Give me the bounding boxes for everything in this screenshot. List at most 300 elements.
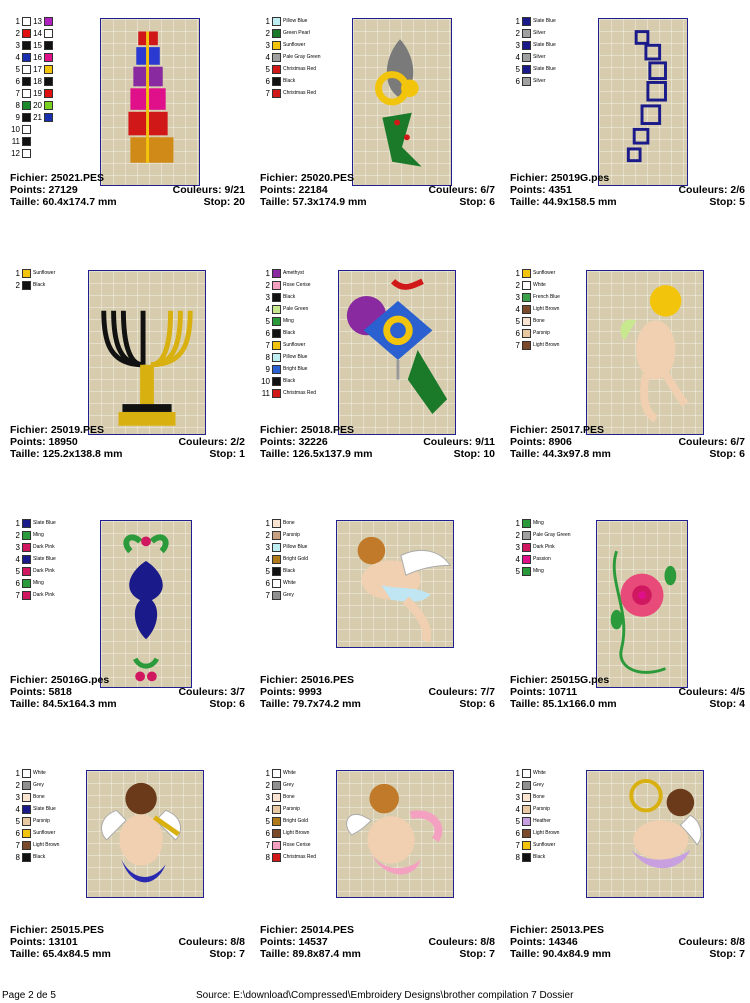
thread-color-name: Slate Blue <box>533 66 556 72</box>
stitch-points: Points: 5818 <box>10 686 72 698</box>
thread-color-swatch <box>22 531 31 540</box>
thread-number: 6 <box>15 829 20 838</box>
thread-number: 6 <box>15 579 20 588</box>
thread-color-swatch <box>22 793 31 802</box>
thread-color-name: Ming <box>533 568 544 574</box>
legend-row <box>260 40 306 52</box>
thread-color-swatch <box>22 53 31 62</box>
thread-number: 18 <box>33 77 42 86</box>
file-name: Fichier: 25021.PES <box>10 172 104 184</box>
colors-count: Couleurs: 6/7 <box>678 436 745 448</box>
colors-count: Couleurs: 8/8 <box>678 936 745 948</box>
thread-number: 1 <box>515 269 520 278</box>
thread-color-swatch <box>522 281 531 290</box>
legend-row <box>510 792 550 804</box>
legend-row <box>10 518 56 530</box>
embroidery-preview <box>86 770 204 898</box>
thread-color-swatch <box>522 293 531 302</box>
thread-number: 7 <box>265 341 270 350</box>
thread-number: 10 <box>261 377 270 386</box>
thread-color-name: Light Brown <box>533 830 560 836</box>
thread-color-name: Passion <box>533 556 551 562</box>
thread-number: 1 <box>15 519 20 528</box>
thread-number: 2 <box>265 781 270 790</box>
thread-color-swatch <box>22 281 31 290</box>
thread-number: 2 <box>15 281 20 290</box>
thread-number: 20 <box>33 101 42 110</box>
thread-number: 21 <box>33 113 42 122</box>
legend-row <box>260 768 300 780</box>
thread-color-name: Christmas Red <box>283 90 317 96</box>
thread-color-swatch <box>22 555 31 564</box>
stop-count: Stop: 7 <box>459 948 495 960</box>
thread-color-name: White <box>533 282 546 288</box>
file-name: Fichier: 25016G.pes <box>10 674 110 686</box>
thread-color-name: Bone <box>533 794 545 800</box>
thread-number: 6 <box>265 329 270 338</box>
thread-number: 6 <box>515 329 520 338</box>
stitch-points: Points: 8906 <box>510 436 572 448</box>
legend-row <box>510 16 556 28</box>
legend-row <box>260 590 300 602</box>
thread-number: 7 <box>15 89 20 98</box>
thread-color-swatch <box>272 53 281 62</box>
thread-color-name: Bone <box>33 794 45 800</box>
legend-row <box>260 364 308 376</box>
thread-number: 4 <box>515 555 520 564</box>
legend-row <box>10 792 50 804</box>
legend-row <box>10 816 50 828</box>
legend-row <box>10 566 55 578</box>
legend-row <box>10 780 50 792</box>
thread-color-swatch <box>272 377 281 386</box>
thread-color-name: Black <box>283 330 296 336</box>
legend-row <box>510 280 550 292</box>
legend-row <box>510 76 550 88</box>
thread-color-swatch <box>22 17 31 26</box>
design-info <box>510 924 745 960</box>
legend-row <box>260 542 308 554</box>
thread-number: 5 <box>265 65 270 74</box>
stitch-points: Points: 27129 <box>10 184 78 196</box>
thread-color-name: Black <box>283 568 296 574</box>
design-info <box>10 172 245 208</box>
thread-color-swatch <box>522 555 531 564</box>
thread-color-name: Bright Blue <box>283 366 308 372</box>
thread-color-swatch <box>44 17 53 26</box>
thread-color-name: Pale Gray Green <box>283 54 321 60</box>
thread-color-swatch <box>272 591 281 600</box>
thread-color-swatch <box>44 41 53 50</box>
thread-color-name: Bright Gold <box>283 818 309 824</box>
thread-color-swatch <box>272 341 281 350</box>
thread-color-name: Heather <box>533 818 551 824</box>
colors-count: Couleurs: 8/8 <box>428 936 495 948</box>
stitch-points: Points: 22184 <box>260 184 328 196</box>
thread-number: 4 <box>515 53 520 62</box>
legend-row <box>510 268 556 280</box>
legend-row <box>32 40 72 52</box>
thread-color-swatch <box>522 329 531 338</box>
embroidery-preview <box>338 270 456 435</box>
thread-number: 11 <box>11 137 20 146</box>
embroidery-preview <box>586 270 704 435</box>
legend-row <box>260 578 300 590</box>
thread-color-swatch <box>44 77 53 86</box>
thread-number: 2 <box>515 29 520 38</box>
design-size: Taille: 84.5x164.3 mm <box>10 698 117 710</box>
thread-color-swatch <box>272 579 281 588</box>
design-card <box>250 252 500 502</box>
file-name: Fichier: 25019G.pes <box>510 172 610 184</box>
legend-row <box>10 136 50 148</box>
thread-number: 5 <box>15 567 20 576</box>
thread-number: 3 <box>515 543 520 552</box>
thread-number: 4 <box>265 305 270 314</box>
thread-color-name: Grey <box>533 782 544 788</box>
design-card <box>0 752 250 1002</box>
thread-number: 5 <box>515 567 520 576</box>
thread-color-name: Slate Blue <box>33 520 56 526</box>
legend-row <box>510 340 560 352</box>
file-name: Fichier: 25014.PES <box>260 924 354 936</box>
colors-count: Couleurs: 9/21 <box>172 184 245 196</box>
thread-color-name: Dark Pink <box>33 544 55 550</box>
thread-color-swatch <box>522 805 531 814</box>
file-name: Fichier: 25013.PES <box>510 924 604 936</box>
thread-number: 3 <box>15 41 20 50</box>
thread-number: 1 <box>15 769 20 778</box>
file-name: Fichier: 25017.PES <box>510 424 604 436</box>
thread-number: 8 <box>265 353 270 362</box>
design-card <box>0 0 250 250</box>
thread-color-swatch <box>272 793 281 802</box>
legend-row <box>260 792 300 804</box>
legend-row <box>260 352 308 364</box>
thread-color-name: Silver <box>533 54 546 60</box>
stop-count: Stop: 10 <box>453 448 495 460</box>
thread-number: 2 <box>515 781 520 790</box>
thread-color-swatch <box>22 579 31 588</box>
thread-color-name: French Blue <box>533 294 560 300</box>
thread-color-swatch <box>22 65 31 74</box>
thread-color-swatch <box>272 555 281 564</box>
thread-color-swatch <box>522 829 531 838</box>
design-card <box>500 752 750 1002</box>
stitch-points: Points: 32226 <box>260 436 328 448</box>
thread-color-swatch <box>522 781 531 790</box>
legend-row <box>32 76 72 88</box>
thread-number: 5 <box>265 317 270 326</box>
thread-number: 8 <box>265 853 270 862</box>
legend-row <box>32 88 72 100</box>
legend-row <box>510 28 550 40</box>
thread-color-name: Light Brown <box>33 842 60 848</box>
thread-number: 1 <box>265 269 270 278</box>
thread-color-swatch <box>22 113 31 122</box>
stitch-points: Points: 4351 <box>510 184 572 196</box>
thread-color-name: Christmas Red <box>283 390 317 396</box>
stitch-points: Points: 18950 <box>10 436 78 448</box>
thread-color-swatch <box>272 805 281 814</box>
thread-number: 6 <box>515 829 520 838</box>
thread-color-name: Green Pearl <box>283 30 310 36</box>
legend-row <box>32 100 72 112</box>
legend-row <box>510 816 550 828</box>
thread-number: 2 <box>15 531 20 540</box>
design-info <box>260 924 495 960</box>
thread-color-swatch <box>272 281 281 290</box>
embroidery-preview <box>596 520 688 688</box>
thread-number: 6 <box>515 77 520 86</box>
thread-color-swatch <box>22 41 31 50</box>
stop-count: Stop: 20 <box>203 196 245 208</box>
stitch-points: Points: 14537 <box>260 936 328 948</box>
thread-color-swatch <box>272 293 281 302</box>
legend-row <box>260 566 300 578</box>
colors-count: Couleurs: 3/7 <box>178 686 245 698</box>
legend-row <box>10 542 55 554</box>
legend-row <box>10 590 55 602</box>
design-info <box>10 424 245 460</box>
legend-row <box>510 64 556 76</box>
design-size: Taille: 44.9x158.5 mm <box>510 196 617 208</box>
thread-color-name: Pillow Blue <box>283 18 308 24</box>
thread-number: 3 <box>265 793 270 802</box>
legend-row <box>32 64 72 76</box>
legend-row <box>510 840 556 852</box>
design-size: Taille: 79.7x74.2 mm <box>260 698 361 710</box>
thread-color-swatch <box>22 101 31 110</box>
legend-row <box>10 804 56 816</box>
embroidery-preview <box>336 520 454 648</box>
thread-color-swatch <box>44 113 53 122</box>
thread-color-swatch <box>272 329 281 338</box>
stitch-points: Points: 10711 <box>510 686 578 698</box>
legend-row <box>260 292 300 304</box>
thread-color-swatch <box>272 269 281 278</box>
colors-count: Couleurs: 7/7 <box>428 686 495 698</box>
thread-color-name: Grey <box>283 592 294 598</box>
file-name: Fichier: 25019.PES <box>10 424 104 436</box>
thread-color-swatch <box>22 781 31 790</box>
design-size: Taille: 126.5x137.9 mm <box>260 448 373 460</box>
thread-color-name: Slate Blue <box>533 18 556 24</box>
legend-row <box>510 40 556 52</box>
thread-color-swatch <box>272 543 281 552</box>
embroidery-preview <box>100 520 192 688</box>
thread-color-swatch <box>522 841 531 850</box>
thread-color-name: Bone <box>283 520 295 526</box>
legend-row <box>260 804 300 816</box>
legend-row <box>10 828 56 840</box>
legend-row <box>510 52 550 64</box>
thread-color-name: Pillow Blue <box>283 544 308 550</box>
legend-row <box>260 340 306 352</box>
thread-color-swatch <box>272 853 281 862</box>
design-card <box>0 252 250 502</box>
embroidery-preview <box>336 770 454 898</box>
thread-color-name: Black <box>283 294 296 300</box>
thread-color-name: Pillow Blue <box>283 354 308 360</box>
thread-number: 3 <box>265 543 270 552</box>
thread-number: 8 <box>15 101 20 110</box>
legend-row <box>260 316 300 328</box>
legend-row <box>10 768 50 780</box>
thread-color-swatch <box>22 829 31 838</box>
embroidery-preview <box>586 770 704 898</box>
stop-count: Stop: 6 <box>709 448 745 460</box>
thread-number: 4 <box>515 805 520 814</box>
legend-row <box>260 816 309 828</box>
colors-count: Couleurs: 6/7 <box>428 184 495 196</box>
thread-color-swatch <box>44 65 53 74</box>
thread-number: 1 <box>265 519 270 528</box>
thread-color-swatch <box>522 567 531 576</box>
thread-number: 7 <box>515 841 520 850</box>
thread-color-swatch <box>22 769 31 778</box>
thread-number: 5 <box>515 317 520 326</box>
thread-color-name: Dark Pink <box>33 568 55 574</box>
thread-number: 6 <box>265 77 270 86</box>
thread-color-swatch <box>22 805 31 814</box>
legend-row <box>260 16 308 28</box>
thread-number: 3 <box>265 41 270 50</box>
legend-row <box>260 268 304 280</box>
thread-color-name: Sunflower <box>33 830 56 836</box>
thread-color-name: Dark Pink <box>533 544 555 550</box>
thread-number: 4 <box>515 305 520 314</box>
design-size: Taille: 90.4x84.9 mm <box>510 948 611 960</box>
thread-color-swatch <box>522 305 531 314</box>
legend-row <box>260 28 310 40</box>
thread-number: 4 <box>265 805 270 814</box>
thread-color-swatch <box>272 531 281 540</box>
embroidery-preview <box>88 270 206 435</box>
page-number: Page 2 de 5 <box>2 990 56 1001</box>
thread-color-swatch <box>522 77 531 86</box>
thread-color-swatch <box>22 591 31 600</box>
thread-color-name: Light Brown <box>283 830 310 836</box>
design-info <box>260 674 495 710</box>
legend-row <box>510 304 560 316</box>
thread-color-swatch <box>22 77 31 86</box>
stitch-points: Points: 9993 <box>260 686 322 698</box>
thread-color-swatch <box>272 317 281 326</box>
thread-color-name: Silver <box>533 30 546 36</box>
thread-color-name: White <box>283 580 296 586</box>
thread-number: 11 <box>261 389 270 398</box>
thread-color-swatch <box>22 519 31 528</box>
thread-color-name: Black <box>33 854 46 860</box>
stop-count: Stop: 4 <box>709 698 745 710</box>
thread-color-name: Ming <box>283 318 294 324</box>
legend-row <box>32 112 72 124</box>
thread-number: 15 <box>33 41 42 50</box>
legend-row <box>10 840 60 852</box>
legend-row <box>10 268 56 280</box>
thread-color-name: Parsnip <box>283 806 300 812</box>
thread-color-swatch <box>272 29 281 38</box>
thread-color-swatch <box>272 89 281 98</box>
thread-color-swatch <box>272 841 281 850</box>
legend-row <box>10 530 50 542</box>
thread-number: 6 <box>15 77 20 86</box>
stop-count: Stop: 7 <box>209 948 245 960</box>
thread-number: 3 <box>515 41 520 50</box>
legend-row <box>32 52 72 64</box>
embroidery-preview <box>100 18 200 186</box>
legend-row <box>260 518 300 530</box>
thread-color-swatch <box>44 53 53 62</box>
design-info <box>10 924 245 960</box>
thread-number: 1 <box>15 17 20 26</box>
thread-number: 3 <box>265 293 270 302</box>
thread-color-swatch <box>522 853 531 862</box>
thread-color-name: Bone <box>533 318 545 324</box>
design-card <box>500 502 750 752</box>
thread-color-name: Ming <box>33 532 44 538</box>
thread-color-swatch <box>272 17 281 26</box>
stop-count: Stop: 7 <box>709 948 745 960</box>
legend-row <box>32 16 72 28</box>
thread-color-swatch <box>272 305 281 314</box>
thread-color-swatch <box>272 65 281 74</box>
thread-number: 7 <box>265 841 270 850</box>
thread-number: 3 <box>15 543 20 552</box>
thread-color-swatch <box>522 769 531 778</box>
thread-number: 12 <box>11 149 20 158</box>
thread-color-name: Parsnip <box>283 532 300 538</box>
legend-row <box>260 52 321 64</box>
design-card <box>250 502 500 752</box>
legend-row <box>10 852 50 864</box>
thread-number: 5 <box>515 817 520 826</box>
legend-row <box>260 76 300 88</box>
legend-row <box>510 292 560 304</box>
thread-color-name: Sunflower <box>533 842 556 848</box>
thread-color-swatch <box>522 53 531 62</box>
thread-color-swatch <box>22 29 31 38</box>
thread-color-swatch <box>22 543 31 552</box>
thread-number: 4 <box>15 555 20 564</box>
thread-number: 13 <box>33 17 42 26</box>
thread-color-swatch <box>272 829 281 838</box>
thread-color-name: Rose Cerise <box>283 282 311 288</box>
source-path: Source: E:\download\Compressed\Embroidery Designs\brother compilation 7 Dossier <box>196 990 574 1001</box>
thread-number: 1 <box>265 17 270 26</box>
embroidery-preview <box>352 18 452 186</box>
design-size: Taille: 44.3x97.8 mm <box>510 448 611 460</box>
thread-color-name: Light Brown <box>533 306 560 312</box>
thread-color-swatch <box>22 269 31 278</box>
thread-number: 8 <box>15 853 20 862</box>
thread-color-name: White <box>283 770 296 776</box>
thread-color-swatch <box>22 853 31 862</box>
thread-color-name: Sunflower <box>283 342 306 348</box>
legend-row <box>260 280 311 292</box>
thread-color-swatch <box>522 793 531 802</box>
thread-number: 2 <box>265 29 270 38</box>
thread-color-name: Pale Gray Green <box>533 532 571 538</box>
file-name: Fichier: 25020.PES <box>260 172 354 184</box>
colors-count: Couleurs: 4/5 <box>678 686 745 698</box>
thread-number: 2 <box>15 29 20 38</box>
thread-number: 17 <box>33 65 42 74</box>
legend-row <box>510 780 550 792</box>
stop-count: Stop: 6 <box>459 698 495 710</box>
thread-number: 5 <box>15 817 20 826</box>
